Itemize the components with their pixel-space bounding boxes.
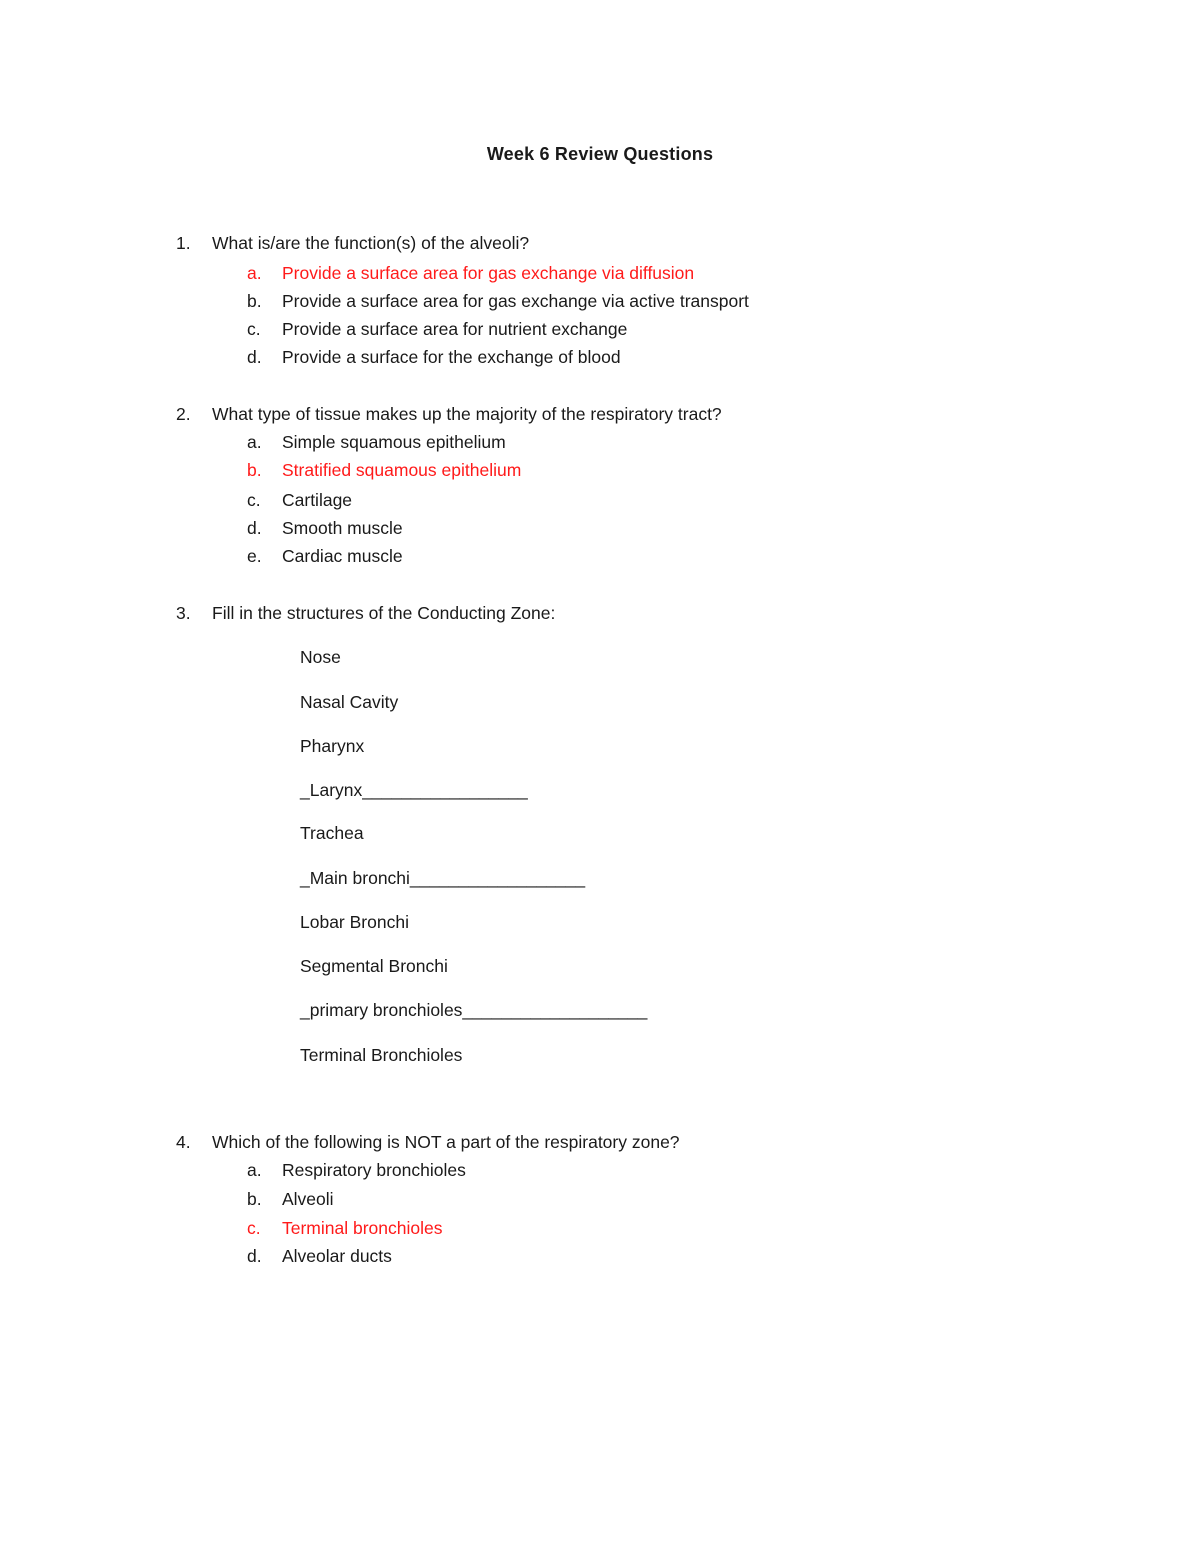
- option-text: Alveolar ducts: [282, 1246, 392, 1266]
- option-letter: b.: [247, 460, 262, 480]
- option-letter: c.: [247, 319, 261, 339]
- option-text: Provide a surface area for nutrient exchange: [282, 319, 628, 339]
- question-2-option-e: [247, 545, 403, 567]
- option-letter: a.: [247, 263, 262, 283]
- option-letter: d.: [247, 518, 262, 538]
- option-letter: e.: [247, 546, 262, 566]
- option-text: Cardiac muscle: [282, 546, 403, 566]
- question-2-option-d: [247, 517, 403, 539]
- option-letter: a.: [247, 1160, 262, 1180]
- question-1-option-d: [247, 346, 621, 368]
- question-2: [176, 403, 722, 425]
- question-number: 3.: [176, 603, 191, 623]
- option-letter: c.: [247, 490, 261, 510]
- question-2-option-b: [247, 459, 521, 481]
- question-number: 4.: [176, 1132, 191, 1152]
- structure-blank-answer: _primary bronchioles___________________: [300, 1000, 648, 1020]
- option-letter: d.: [247, 1246, 262, 1266]
- question-4: [176, 1131, 680, 1153]
- structure-blank-answer: _Main bronchi__________________: [300, 868, 586, 888]
- option-text: Provide a surface area for gas exchange via active transport: [282, 291, 749, 311]
- question-3: [176, 602, 555, 624]
- question-2-option-c: [247, 489, 352, 511]
- question-1-option-c: [247, 318, 627, 340]
- question-4-option-a: [247, 1159, 466, 1181]
- question-text: What is/are the function(s) of the alveoli?: [212, 233, 530, 253]
- option-text: Alveoli: [282, 1189, 334, 1209]
- option-text: Respiratory bronchioles: [282, 1160, 466, 1180]
- question-1: [176, 232, 529, 254]
- question-text: Fill in the structures of the Conducting Zone:: [212, 603, 556, 623]
- question-4-option-c: [247, 1217, 443, 1239]
- structure-blank-answer: _Larynx_________________: [300, 780, 528, 800]
- option-text: Terminal bronchioles: [282, 1218, 443, 1238]
- option-text: Cartilage: [282, 490, 353, 510]
- option-letter: d.: [247, 347, 262, 367]
- question-1-option-b: [247, 290, 749, 312]
- structure-item: Nasal Cavity: [300, 692, 399, 712]
- option-text: Smooth muscle: [282, 518, 403, 538]
- question-1-option-a: [247, 262, 694, 284]
- structure-item: Trachea: [300, 823, 364, 843]
- question-text: Which of the following is NOT a part of the respiratory zone?: [212, 1132, 680, 1152]
- structure-item: Terminal Bronchioles: [300, 1045, 463, 1065]
- option-text: Provide a surface for the exchange of blood: [282, 347, 621, 367]
- question-number: 2.: [176, 404, 191, 424]
- structure-item: Nose: [300, 647, 341, 667]
- option-letter: b.: [247, 1189, 262, 1209]
- question-4-option-d: [247, 1245, 392, 1267]
- option-text: Simple squamous epithelium: [282, 432, 506, 452]
- option-letter: a.: [247, 432, 262, 452]
- option-letter: b.: [247, 291, 262, 311]
- option-text: Provide a surface area for gas exchange via diffusion: [282, 263, 695, 283]
- question-4-option-b: [247, 1188, 334, 1210]
- question-text: What type of tissue makes up the majority of the respiratory tract?: [212, 404, 722, 424]
- structure-item: Lobar Bronchi: [300, 912, 409, 932]
- structure-item: Segmental Bronchi: [300, 956, 448, 976]
- option-letter: c.: [247, 1218, 261, 1238]
- structure-item: Pharynx: [300, 736, 365, 756]
- option-text: Stratified squamous epithelium: [282, 460, 522, 480]
- question-2-option-a: [247, 431, 506, 453]
- question-number: 1.: [176, 233, 191, 253]
- page-title: Week 6 Review Questions: [486, 144, 714, 164]
